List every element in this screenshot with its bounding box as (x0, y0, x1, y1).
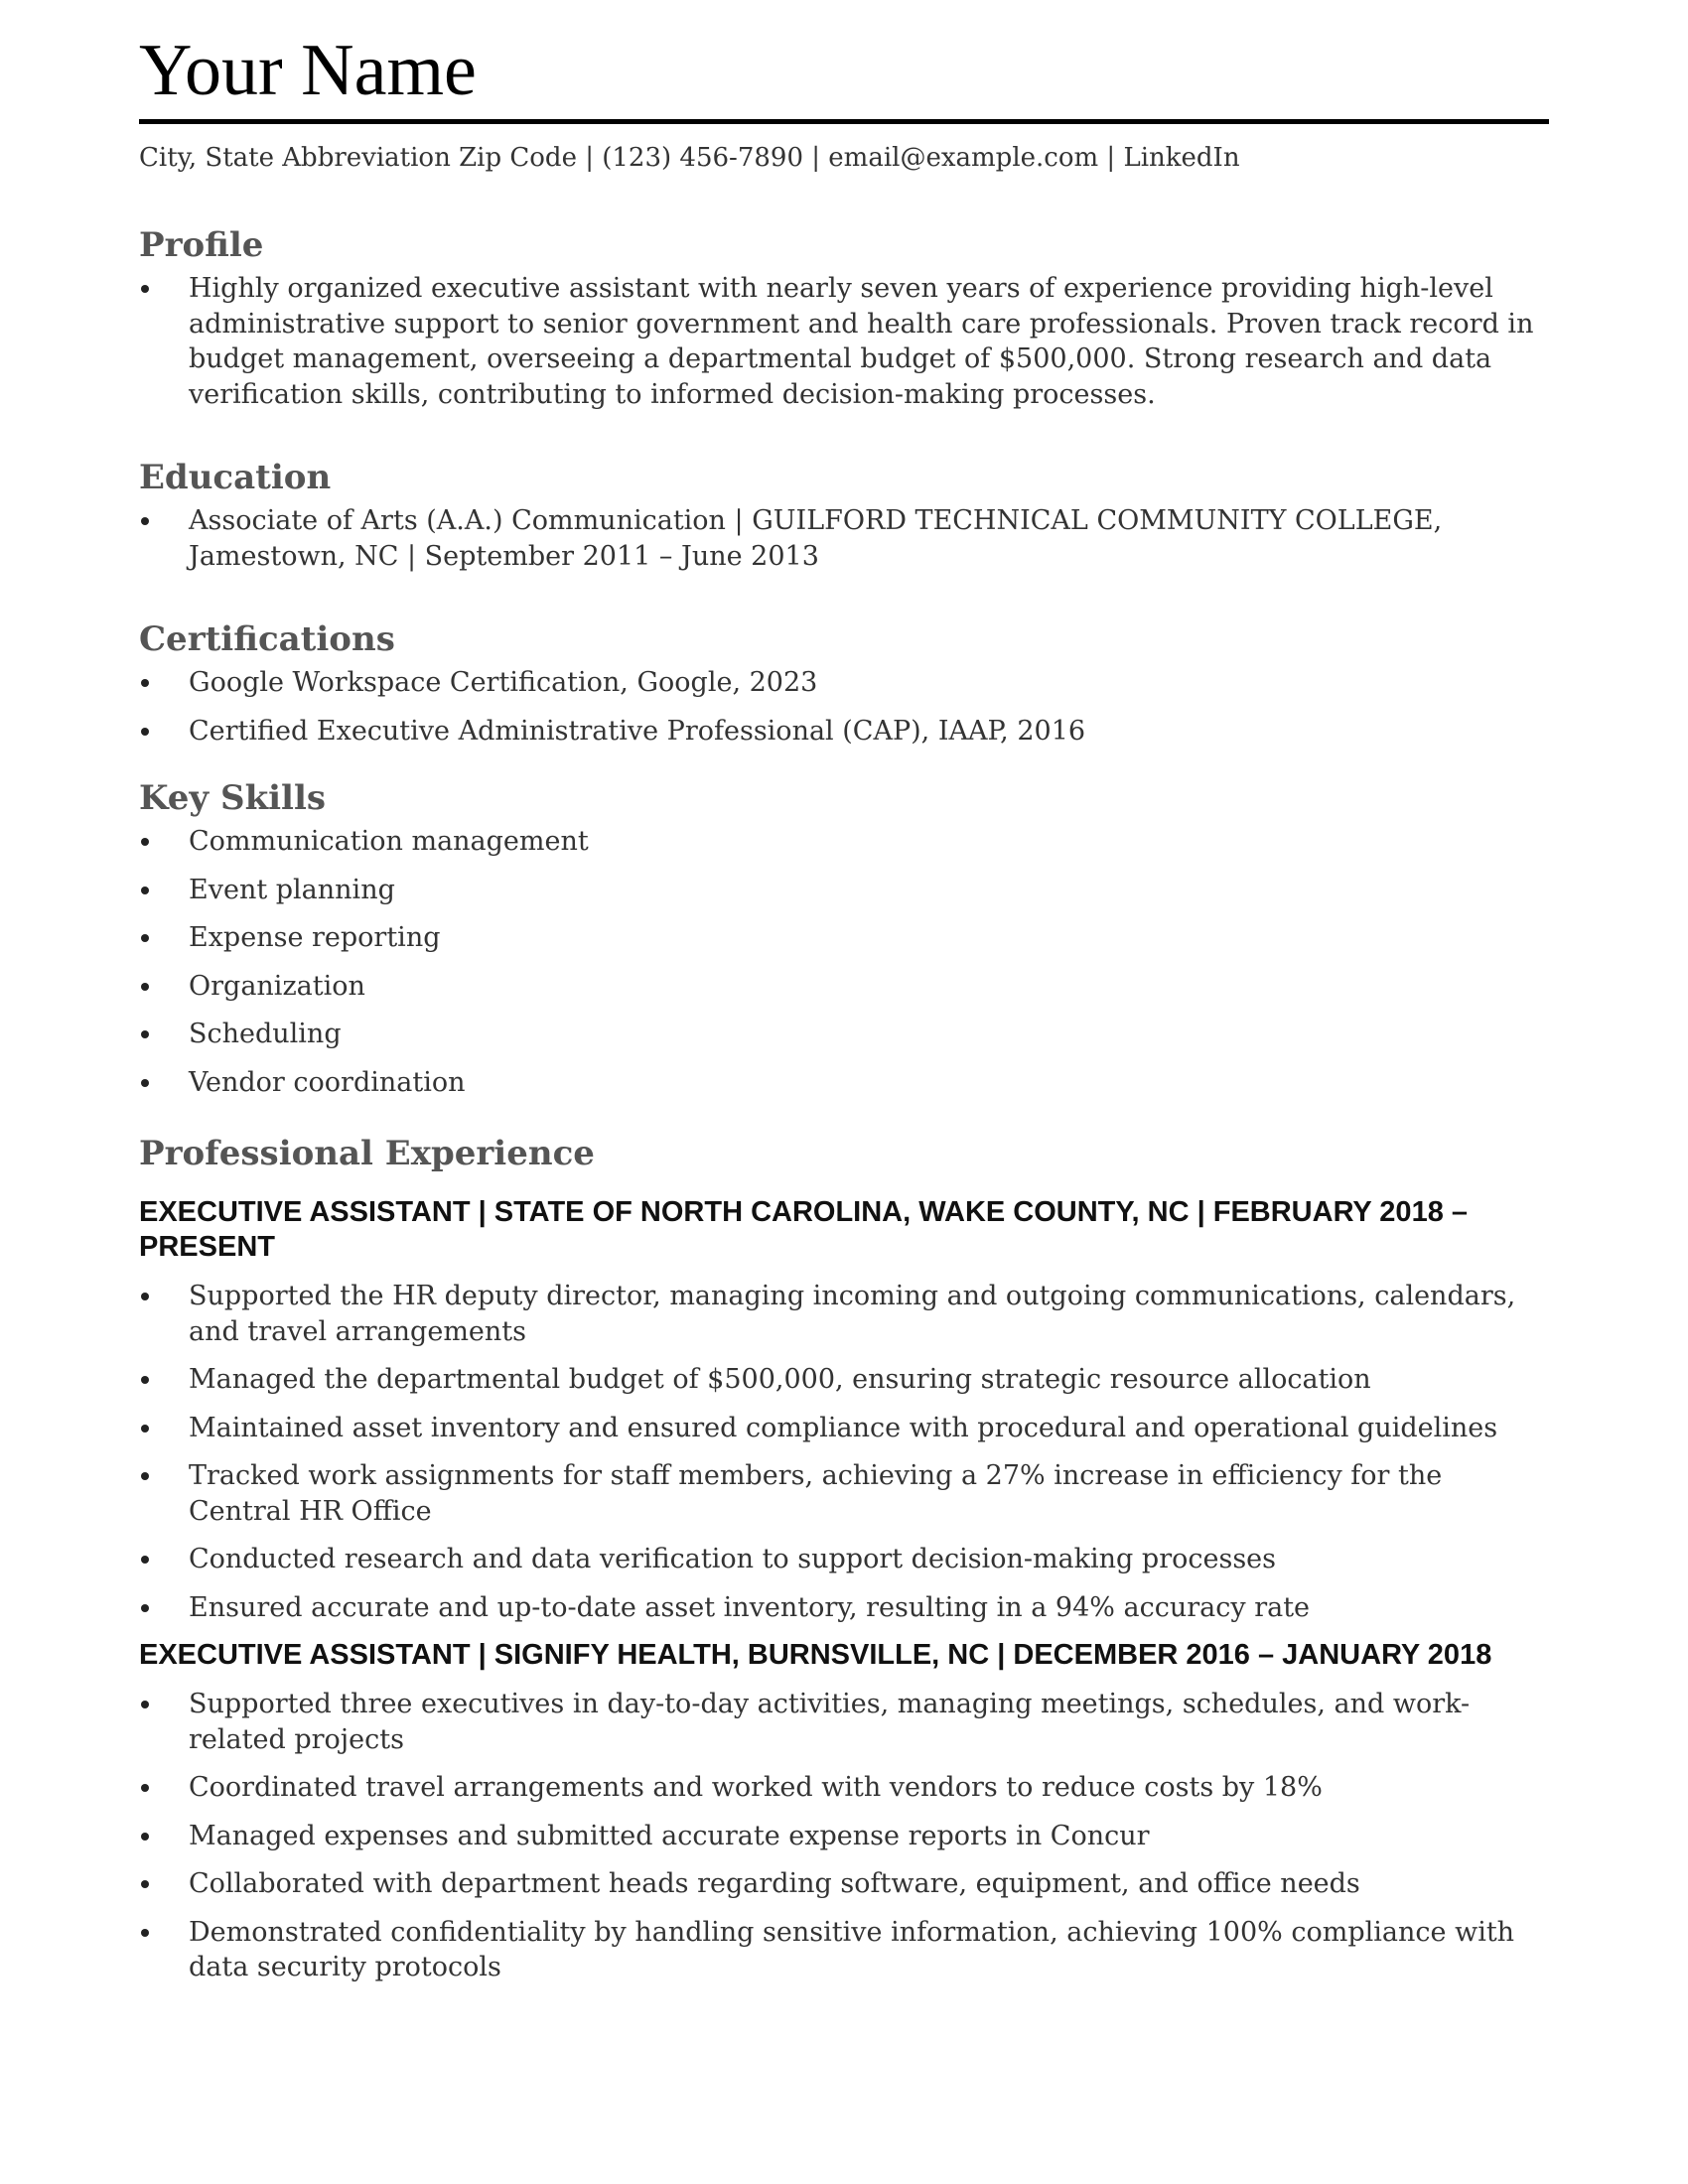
list-item: Supported the HR deputy director, managing incoming and outgoing communications, calendars, and travel arrangements (139, 1279, 1549, 1349)
list-item: Associate of Arts (A.A.) Communication | GUILFORD TECHNICAL COMMUNITY COLLEGE, Jamestown, NC | September 2011 – June 2013 (139, 503, 1549, 574)
list-item: Collaborated with department heads regarding software, equipment, and office needs (139, 1866, 1549, 1902)
bullet-icon (141, 1079, 149, 1087)
list-item: Coordinated travel arrangements and worked with vendors to reduce costs by 18% (139, 1770, 1549, 1806)
list-item: Vendor coordination (139, 1065, 1549, 1101)
list-item: Demonstrated confidentiality by handling sensitive information, achieving 100% compliance with data security protocols (139, 1915, 1549, 1985)
bullet-icon (141, 934, 149, 942)
job-entry (139, 1195, 1549, 1625)
bullet-icon (141, 1701, 149, 1708)
job-heading: EXECUTIVE ASSISTANT | SIGNIFY HEALTH, BURNSVILLE, NC | DECEMBER 2016 – JANUARY 2018 (139, 1639, 1492, 1671)
list-item: Tracked work assignments for staff members, achieving a 27% increase in efficiency for the Central HR Office (139, 1458, 1549, 1529)
bullet-icon (141, 1030, 149, 1038)
section-title-profile: Profile (139, 225, 264, 265)
bullet-icon (141, 517, 149, 525)
job-heading: EXECUTIVE ASSISTANT | STATE OF NORTH CAROLINA, WAKE COUNTY, NC | FEBRUARY 2018 – PRESENT (139, 1196, 1469, 1263)
contact-line: City, State Abbreviation Zip Code | (123) 456-7890 | email@example.com | LinkedIn (139, 143, 1240, 173)
education-section (139, 456, 1549, 574)
bullet-icon (141, 1604, 149, 1612)
job-entry (139, 1638, 1549, 1985)
header-divider (139, 119, 1549, 124)
bullet-icon (141, 728, 149, 736)
bullet-icon (141, 1472, 149, 1480)
bullet-icon (141, 1880, 149, 1888)
candidate-name: Your Name (139, 30, 477, 111)
bullet-icon (141, 887, 149, 894)
section-title-skills: Key Skills (139, 778, 327, 818)
list-item: Organization (139, 969, 1549, 1005)
certifications-section (139, 617, 1549, 749)
list-item: Ensured accurate and up-to-date asset inventory, resulting in a 94% accuracy rate (139, 1590, 1549, 1626)
list-item: Communication management (139, 824, 1549, 860)
bullet-icon (141, 1784, 149, 1792)
list-item: Certified Executive Administrative Professional (CAP), IAAP, 2016 (139, 714, 1549, 750)
skills-section (139, 776, 1549, 1100)
list-item: Supported three executives in day-to-day activities, managing meetings, schedules, and work-related projects (139, 1687, 1549, 1757)
list-item: Highly organized executive assistant with nearly seven years of experience providing high-level administrative support to senior government and health care professionals. Proven track record in budget management, overseeing a departmental budget of $500,000. Strong research and data verification skills, contributing to informed decision-making processes. (139, 271, 1549, 412)
list-item: Scheduling (139, 1017, 1549, 1052)
list-item: Google Workspace Certification, Google, 2023 (139, 665, 1549, 701)
list-item: Managed the departmental budget of $500,000, ensuring strategic resource allocation (139, 1362, 1549, 1398)
profile-section (139, 223, 1549, 412)
list-item: Maintained asset inventory and ensured compliance with procedural and operational guidelines (139, 1411, 1549, 1446)
bullet-icon (141, 1293, 149, 1300)
bullet-icon (141, 285, 149, 293)
bullet-icon (141, 1833, 149, 1841)
bullet-icon (141, 1929, 149, 1937)
bullet-icon (141, 1556, 149, 1564)
resume-page (139, 30, 1549, 1998)
bullet-icon (141, 1376, 149, 1384)
bullet-icon (141, 983, 149, 991)
bullet-icon (141, 838, 149, 846)
experience-section (139, 1132, 1549, 1985)
section-title-education: Education (139, 458, 332, 497)
section-title-certifications: Certifications (139, 619, 395, 659)
bullet-icon (141, 1425, 149, 1433)
list-item: Conducted research and data verification to support decision-making processes (139, 1542, 1549, 1577)
bullet-icon (141, 679, 149, 687)
list-item: Event planning (139, 873, 1549, 908)
list-item: Managed expenses and submitted accurate expense reports in Concur (139, 1819, 1549, 1854)
section-title-experience: Professional Experience (139, 1134, 595, 1173)
list-item: Expense reporting (139, 920, 1549, 956)
